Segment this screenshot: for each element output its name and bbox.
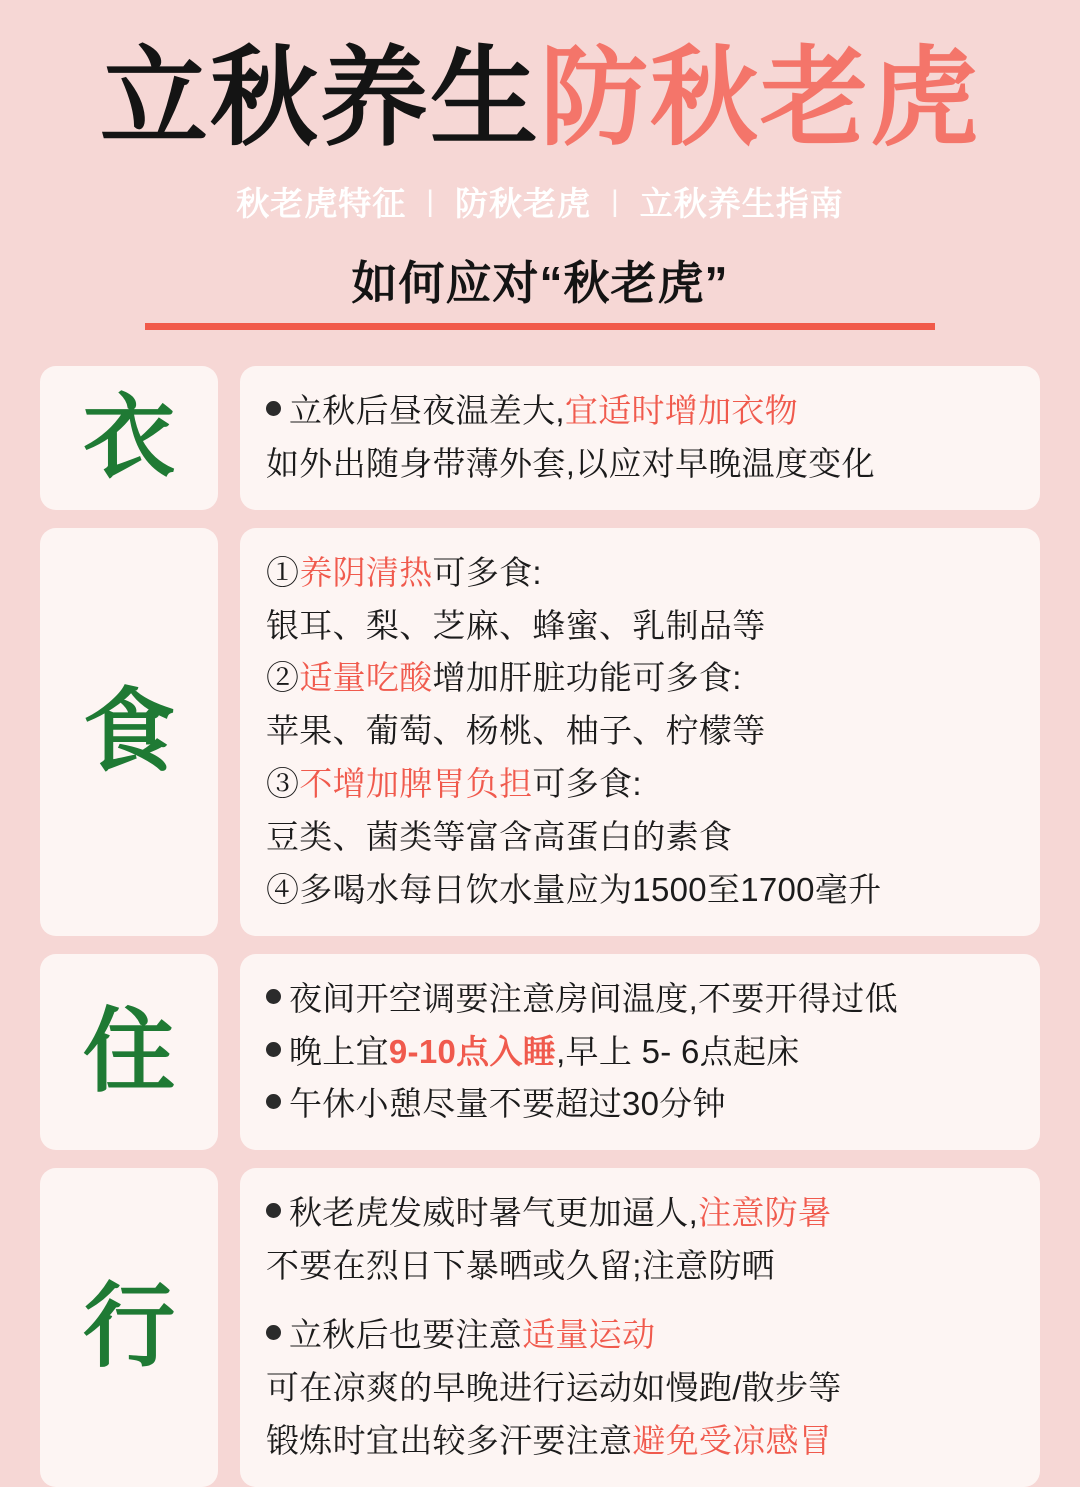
advice-line — [266, 1029, 1014, 1076]
bullet-dot-icon — [266, 1203, 281, 1218]
advice-line — [266, 441, 1014, 488]
advice-line — [266, 1365, 1014, 1412]
nav-tabs — [40, 178, 1040, 225]
line-text: 如外出随身带薄外套,以应对早晚温度变化 — [266, 444, 875, 482]
line-text: 立秋后昼夜温差大, — [289, 392, 565, 429]
nav-separator-1: | — [611, 184, 620, 218]
bullet-dot-icon — [266, 401, 281, 416]
nav-item-2[interactable]: 立秋养生指南 — [639, 185, 844, 222]
line-text: 银耳、梨、芝麻、蜂蜜、乳制品等 — [266, 606, 766, 644]
advice-line — [266, 761, 1014, 808]
row-badge-xing: 行 — [40, 1168, 218, 1486]
title-red-part: 防秋老虎 — [540, 37, 981, 158]
advice-line — [266, 655, 1014, 702]
line-suffix: 可多食: — [432, 553, 542, 591]
advice-row — [40, 954, 1040, 1151]
line-text: ③ — [266, 765, 300, 803]
line-suffix: 可多食: — [532, 765, 642, 803]
row-card-shi — [240, 528, 1040, 936]
row-card-zhu — [240, 954, 1040, 1151]
line-highlight: 养阴清热 — [299, 553, 433, 591]
advice-row — [40, 366, 1040, 510]
page-title — [40, 0, 1040, 158]
advice-line — [266, 1243, 1014, 1290]
line-text: 锻炼时宜出较多汗要注意 — [266, 1421, 633, 1459]
section-underline — [145, 323, 935, 330]
advice-line — [266, 1081, 1014, 1128]
line-text: ① — [266, 553, 300, 591]
line-text: 立秋后也要注意 — [289, 1316, 523, 1354]
row-badge-shi: 食 — [40, 528, 218, 936]
line-text: 不要在烈日下暴晒或久留;注意防晒 — [266, 1247, 775, 1285]
line-text: 豆类、菌类等富含高蛋白的素食 — [266, 818, 733, 856]
line-highlight: 不增加脾胃负担 — [299, 765, 533, 803]
line-text: ④多喝水每日饮水量应为1500至1700毫升 — [266, 870, 882, 908]
row-card-xing — [240, 1168, 1040, 1486]
advice-line — [266, 814, 1014, 861]
section-title: 如何应对“秋老虎” — [351, 257, 729, 309]
advice-row — [40, 528, 1040, 936]
line-spacer — [266, 1296, 1014, 1306]
line-highlight: 避免受凉感冒 — [632, 1421, 833, 1459]
line-highlight: 适量运动 — [522, 1316, 656, 1354]
line-suffix: ,早上 5- 6点起床 — [556, 1032, 800, 1070]
line-text: 可在凉爽的早晚进行运动如慢跑/散步等 — [266, 1368, 842, 1406]
advice-line — [266, 708, 1014, 755]
advice-line — [266, 1312, 1014, 1359]
advice-line — [266, 550, 1014, 597]
line-highlight: 9-10点入睡 — [388, 1032, 557, 1070]
advice-rows — [40, 366, 1040, 1487]
row-badge-zhu: 住 — [40, 954, 218, 1151]
line-highlight: 注意防暑 — [698, 1194, 832, 1232]
advice-line — [266, 867, 1014, 914]
nav-item-0[interactable]: 秋老虎特征 — [236, 185, 407, 222]
line-text: 秋老虎发威时暑气更加逼人, — [289, 1194, 699, 1232]
title-black-part: 立秋养生 — [99, 37, 540, 158]
line-text: 夜间开空调要注意房间温度,不要开得过低 — [289, 979, 898, 1017]
bullet-dot-icon — [266, 1094, 281, 1109]
line-highlight: 适量吃酸 — [299, 659, 433, 697]
advice-line — [266, 1418, 1014, 1465]
advice-line — [266, 388, 1014, 435]
nav-item-1[interactable]: 防秋老虎 — [455, 185, 591, 222]
advice-line — [266, 1190, 1014, 1237]
advice-row — [40, 1168, 1040, 1486]
line-text: 晚上宜 — [289, 1032, 389, 1070]
row-card-yi — [240, 366, 1040, 510]
bullet-dot-icon — [266, 989, 281, 1004]
line-text: 苹果、葡萄、杨桃、柚子、柠檬等 — [266, 712, 766, 750]
line-highlight: 宜适时增加衣物 — [564, 392, 798, 429]
bullet-dot-icon — [266, 1042, 281, 1057]
line-text: ② — [266, 659, 300, 697]
advice-line — [266, 603, 1014, 650]
row-badge-yi: 衣 — [40, 366, 218, 510]
advice-line — [266, 976, 1014, 1023]
nav-separator-0: | — [426, 184, 435, 218]
line-suffix: 增加肝脏功能可多食: — [432, 659, 742, 697]
bullet-dot-icon — [266, 1325, 281, 1340]
line-text: 午休小憩尽量不要超过30分钟 — [289, 1085, 726, 1123]
